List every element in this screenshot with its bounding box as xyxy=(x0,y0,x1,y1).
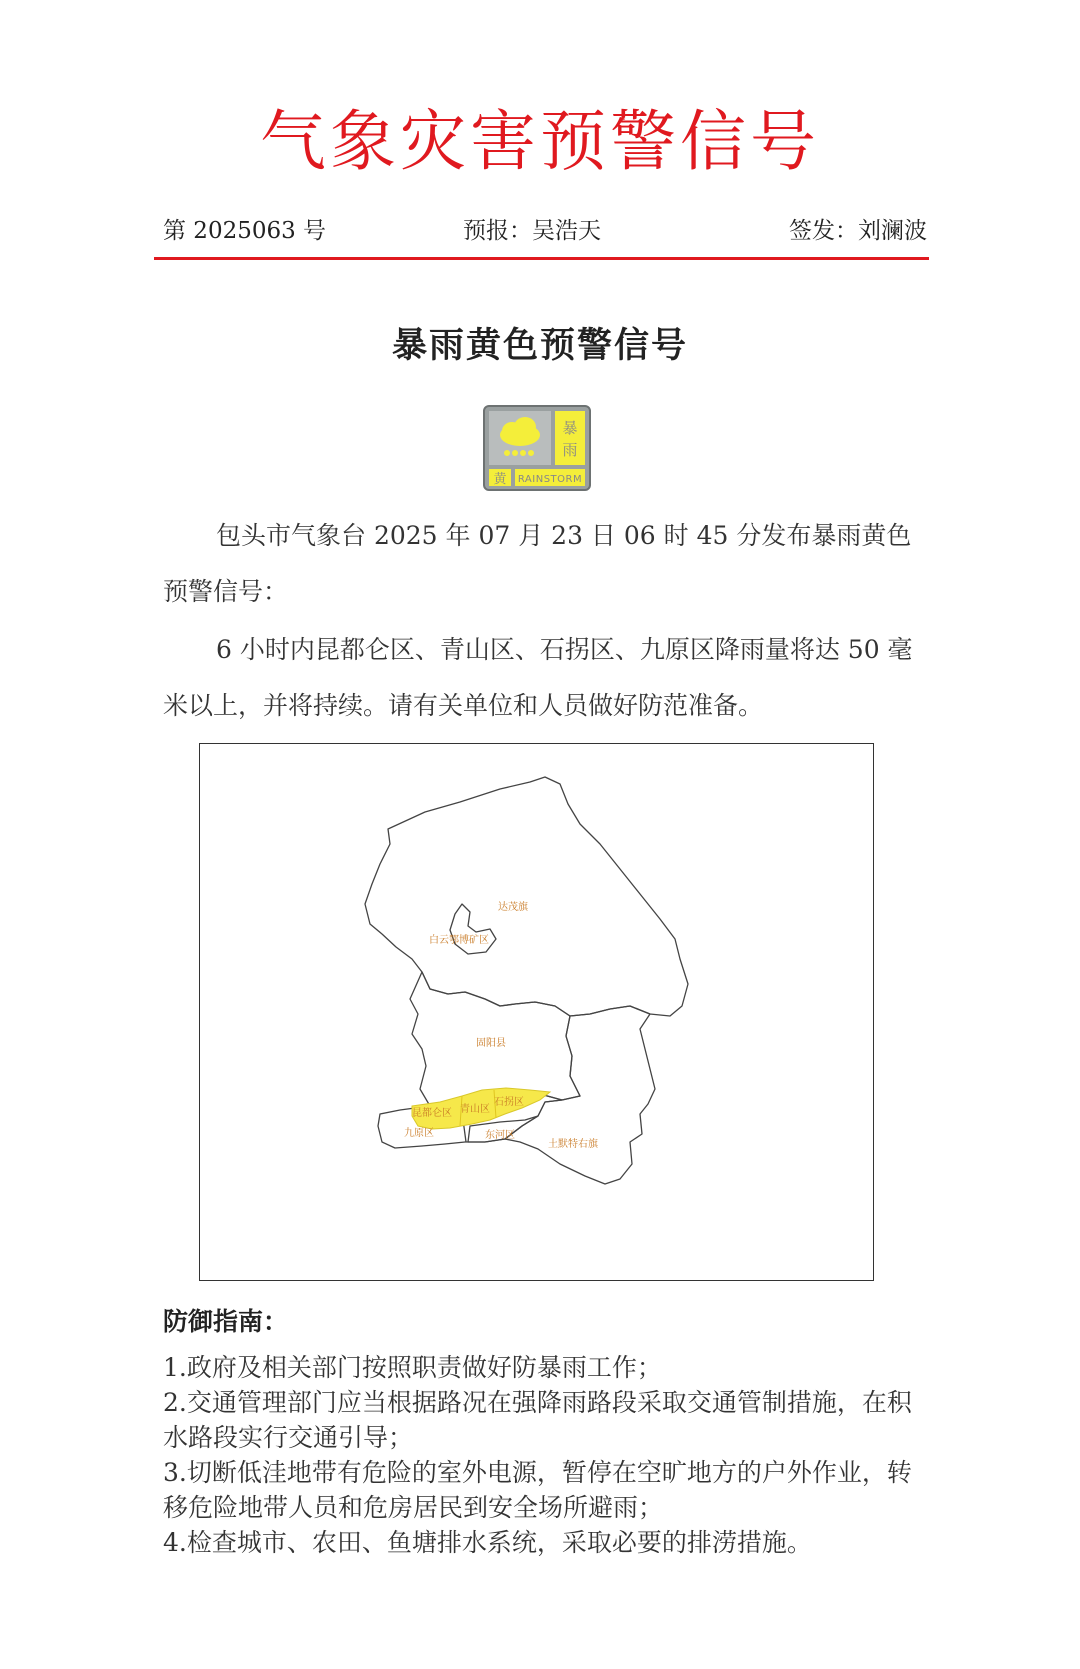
region-damao xyxy=(365,777,688,1016)
signal-char-top: 暴 xyxy=(562,419,578,437)
map-label-damao: 达茂旗 xyxy=(498,902,528,913)
guide-item: 1.政府及相关部门按照职责做好防暴雨工作； xyxy=(163,1353,662,1382)
signal-char-mid: 雨 xyxy=(562,441,578,459)
guide-item: 2.交通管理部门应当根据路况在强降雨路段采取交通管制措施，在积水路段实行交通引导； xyxy=(163,1388,912,1452)
signal-char-bottom: 黄 xyxy=(493,472,507,487)
map-label-shiguai: 石拐区 xyxy=(494,1097,524,1108)
guide-list xyxy=(163,1350,933,1560)
map-label-tumote: 土默特右旗 xyxy=(548,1139,598,1150)
map-label-donghe: 东河区 xyxy=(485,1130,515,1141)
document-number: 第 2025063 号 xyxy=(163,218,327,244)
warning-paragraph-detail: 6 小时内昆都仑区、青山区、石拐区、九原区降雨量将达 50 毫米以上，并将持续。请有关单位和人员做好防范准备。 xyxy=(163,635,913,720)
guide-item: 4.检查城市、农田、鱼塘排水系统，采取必要的排涝措施。 xyxy=(163,1528,812,1557)
guide-item: 3.切断低洼地带有危险的室外电源，暂停在空旷地方的户外作业，转移危险地带人员和危房居民到安全场所避雨； xyxy=(163,1458,912,1522)
header-divider xyxy=(154,257,929,260)
map-label-qingshan: 青山区 xyxy=(460,1104,490,1115)
map-label-guyang: 固阳县 xyxy=(476,1038,506,1049)
document-title: 暴雨黄色预警信号 xyxy=(391,325,688,366)
warning-map xyxy=(199,743,874,1281)
issuer: 签发：刘澜波 xyxy=(789,218,927,244)
masthead-title: 气象灾害预警信号 xyxy=(260,103,820,180)
region-baiyun xyxy=(450,904,496,954)
warning-paragraph-issue: 包头市气象台 2025 年 07 月 23 日 06 时 45 分发布暴雨黄色预警信号： xyxy=(163,521,912,606)
map-label-kundulun: 昆都仑区 xyxy=(412,1108,452,1119)
signal-english: RAINSTORM xyxy=(517,474,583,485)
map-label-jiuyuan: 九原区 xyxy=(404,1128,434,1139)
guide-title: 防御指南： xyxy=(163,1307,289,1336)
rainstorm-yellow-signal-icon xyxy=(483,405,591,491)
map-label-baiyun: 白云鄂博矿区 xyxy=(429,935,489,946)
forecaster: 预报：吴浩天 xyxy=(463,218,601,244)
